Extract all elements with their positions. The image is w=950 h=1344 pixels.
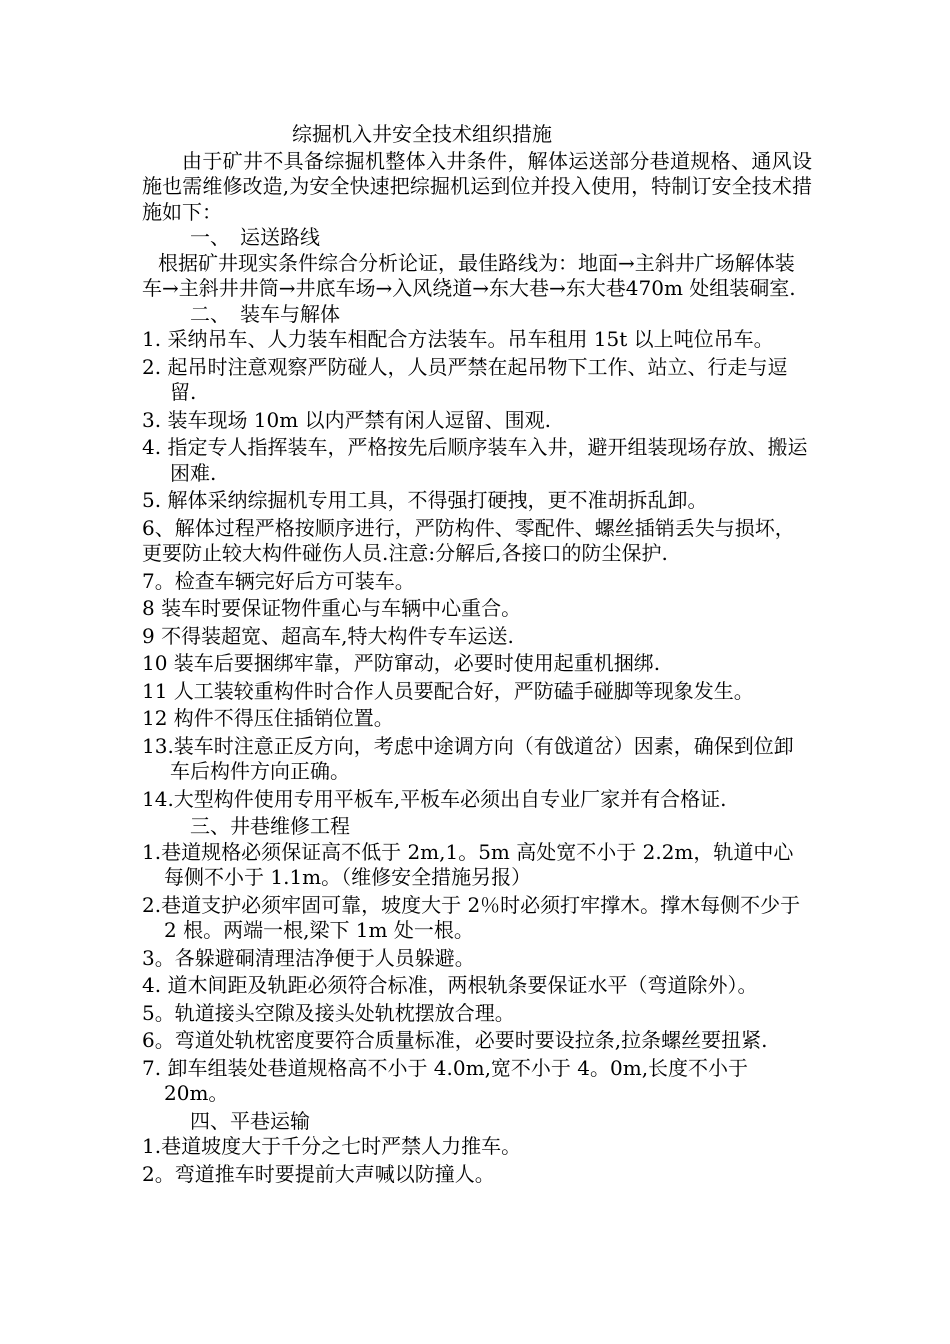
section-heading-maintenance: 三、井巷维修工程 bbox=[190, 814, 350, 838]
list-item: 7。检查车辆完好后方可装车。 bbox=[142, 568, 415, 593]
list-item: 3。各躲避硐清理洁净便于人员躲避。 bbox=[142, 945, 475, 970]
list-item: 2. 起吊时注意观察严防碰人，人员严禁在起吊物下工作、站立、行走与逗留. bbox=[142, 354, 788, 404]
list-item: 1. 采纳吊车、人力装车相配合方法装车。吊车租用 15t 以上吨位吊车。 bbox=[142, 327, 774, 351]
list-item: 9 不得装超宽、超高车,特大构件专车运送. bbox=[142, 623, 514, 648]
list-item: 7. 卸车组装处巷道规格高不小于 4.0m,宽不小于 4。0m,长度不小于 20m。 bbox=[142, 1055, 749, 1105]
list-item: 5。轨道接头空隙及接头处轨枕摆放合理。 bbox=[142, 1000, 515, 1025]
list-item: 14.大型构件使用专用平板车,平板车必须出自专业厂家并有合格证. bbox=[142, 786, 727, 811]
section-heading-transport: 四、平巷运输 bbox=[190, 1108, 310, 1133]
intro-paragraph: 由于矿井不具备综掘机整体入井条件，解体运送部分巷道规格、通风设施也需维修改造,为安全快速把综掘机运到位并投入使用，特制订安全技术措施如下： bbox=[142, 148, 812, 224]
list-item: 12 构件不得压住插销位置。 bbox=[142, 706, 394, 730]
list-item: 3. 装车现场 10m 以内严禁有闲人逗留、围观. bbox=[142, 407, 551, 432]
list-item: 8 装车时要保证物件重心与车辆中心重合。 bbox=[142, 596, 522, 620]
list-item: 2.巷道支护必须牢固可靠，坡度大于 2％时必须打牢撑木。撑木每侧不少于 2 根。两端一根,梁下 1m 处一根。 bbox=[142, 892, 801, 942]
list-item: 11 人工装较重构件时合作人员要配合好，严防磕手碰脚等现象发生。 bbox=[142, 678, 754, 703]
list-item: 6。弯道处轨枕密度要符合质量标准，必要时要设拉条,拉条螺丝要扭紧. bbox=[142, 1028, 768, 1052]
document-page bbox=[142, 122, 812, 1189]
list-item: 1.巷道规格必须保证高不低于 2m,1。5m 高处宽不小于 2.2m，轨道中心每侧不小于 1.1m。（维修安全措施另报） bbox=[142, 839, 794, 889]
list-item: 13.装车时注意正反方向，考虑中途调方向（有戗道岔）因素，确保到位卸车后构件方向正确。 bbox=[142, 733, 794, 783]
route-paragraph: 根据矿井现实条件综合分析论证，最佳路线为：地面→主斜井广场解体装车→主斜井井筒→井底车场→入风绕道→东大巷→东大巷470m 处组装硐室. bbox=[142, 250, 796, 300]
list-item: 6、解体过程严格按顺序进行，严防构件、零配件、螺丝插销丢失与损坏，更要防止较大构件碰伤人员.注意:分解后,各接口的防尘保护. bbox=[142, 515, 795, 565]
document-title: 综掘机入井安全技术组织措施 bbox=[292, 122, 552, 146]
list-item: 4. 指定专人指挥装车，严格按先后顺序装车入井，避开组装现场存放、搬运困难. bbox=[142, 435, 808, 485]
list-item: 10 装车后要捆绑牢靠，严防窜动，必要时使用起重机捆绑. bbox=[142, 651, 661, 675]
list-item: 5. 解体采纳综掘机专用工具，不得强打硬拽，更不准胡拆乱卸。 bbox=[142, 488, 708, 512]
list-item: 1.巷道坡度大于千分之七时严禁人力推车。 bbox=[142, 1134, 522, 1158]
section-heading-loading: 二、 装车与解体 bbox=[190, 301, 340, 326]
section-heading-route: 一、 运送路线 bbox=[190, 225, 320, 249]
list-item: 2。弯道推车时要提前大声喊以防撞人。 bbox=[142, 1161, 495, 1186]
list-item: 4. 道木间距及轨距必须符合标准，两根轨条要保证水平（弯道除外）。 bbox=[142, 973, 758, 997]
